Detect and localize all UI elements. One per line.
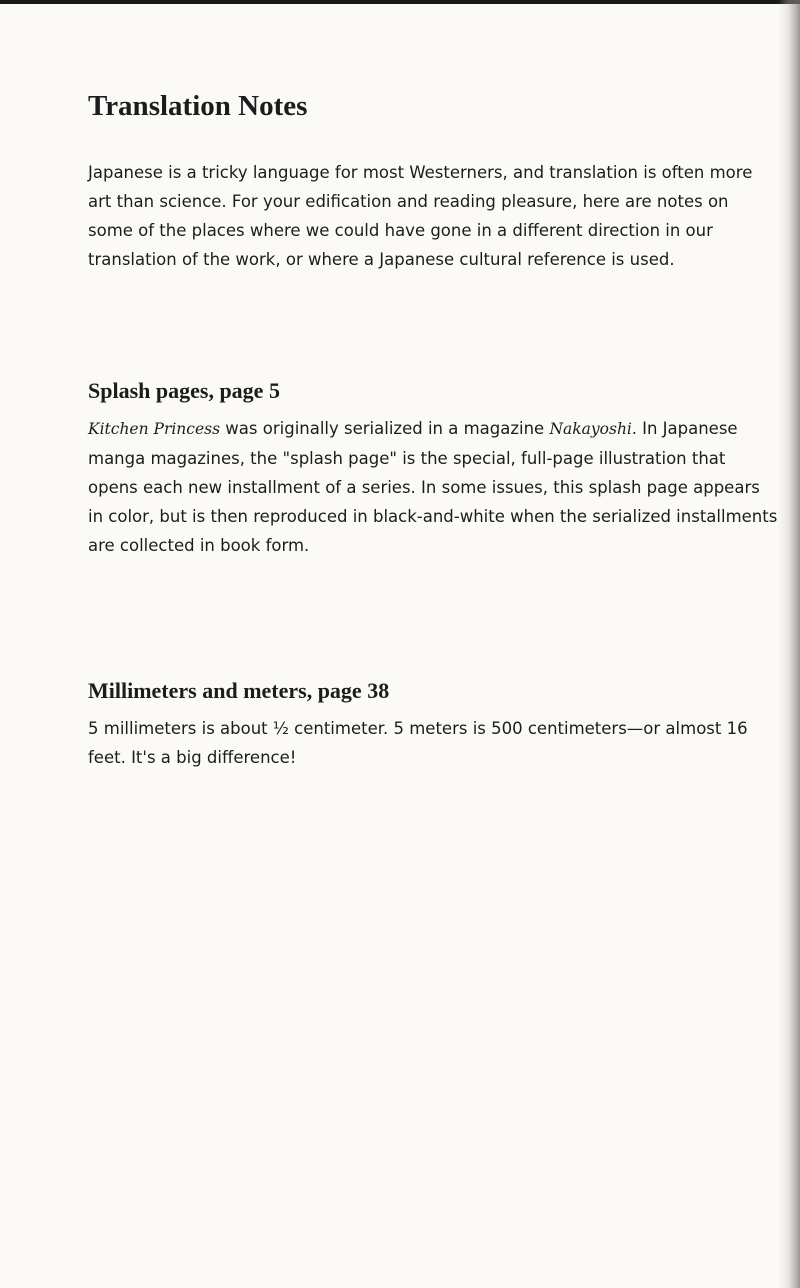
note-heading: Splash pages, page 5 xyxy=(88,378,280,403)
note-text: was originally serialized in a magazine xyxy=(220,419,550,438)
title-kitchen-princess: Kitchen Princess xyxy=(88,420,221,438)
title-nakayoshi: Nakayoshi. xyxy=(549,420,637,438)
intro-paragraph: Japanese is a tricky language for most Westerners, and translation is often more art than science. For your edification and reading pleasure, here are notes on some of the places where we could have gone in a different direction in our translation of the work, or where a Japanese cultural reference is used. xyxy=(88,163,753,269)
note-body xyxy=(88,414,778,560)
page-title: Translation Notes xyxy=(88,90,308,122)
note-text: In Japanese manga magazines, the "splash page" is the special, full-page illustration that opens each new installment of a series. In some issues, this splash page appears in color, but is then reproduced in black-and-white when the serialized installments are collected in book form. xyxy=(88,419,778,555)
page-binding-shadow xyxy=(778,0,800,1288)
note-splash-pages xyxy=(88,376,778,560)
translation-notes-section xyxy=(88,86,778,274)
note-millimeters-meters xyxy=(88,676,778,772)
note-heading: Millimeters and meters, page 38 xyxy=(88,678,390,703)
note-body: 5 millimeters is about ½ centimeter. 5 meters is 500 centimeters—or almost 16 feet. It's a big difference! xyxy=(88,719,748,767)
page-top-edge xyxy=(0,0,800,4)
